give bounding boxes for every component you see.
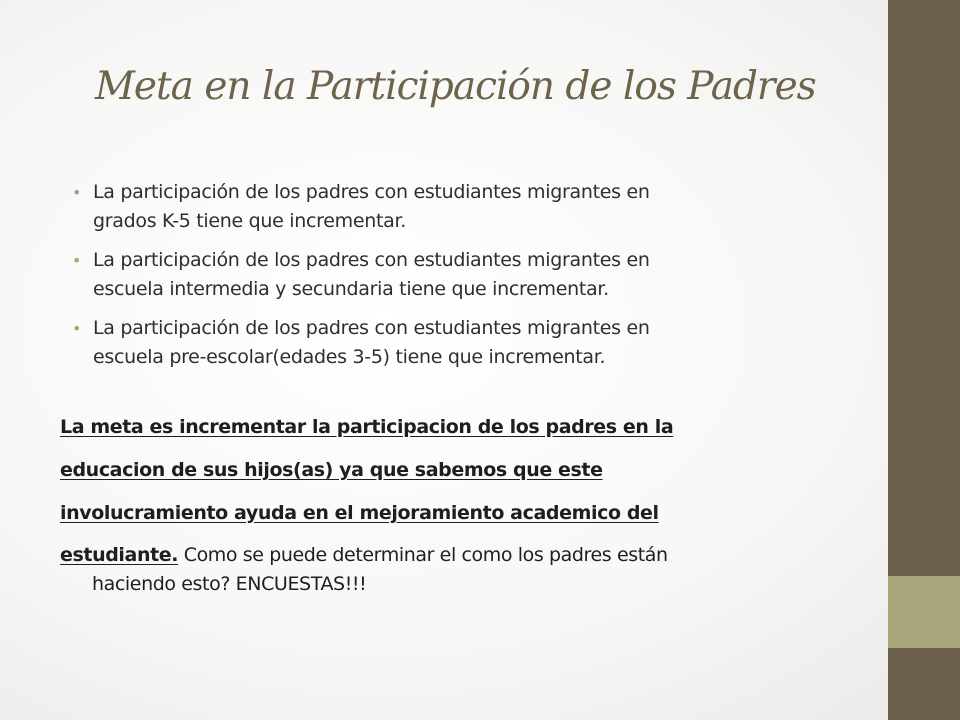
bullet-3-line-2: escuela pre-escolar(edades 3-5) tiene que incrementar. (93, 346, 606, 368)
goal-question: Como se puede determinar el como los padres están (178, 544, 668, 566)
bullet-2-line-1: La participación de los padres con estudiantes migrantes en (93, 249, 650, 271)
bullet-item-1 (72, 178, 872, 236)
bullet-3-line-1: La participación de los padres con estudiantes migrantes en (93, 317, 650, 339)
bullet-marker-icon: • (72, 183, 82, 202)
slide-title: Meta en la Participación de los Padres (95, 64, 816, 109)
goal-paragraph (60, 406, 875, 599)
goal-line-2: educacion de sus hijos(as) ya que sabemos que este (60, 459, 603, 481)
bullet-item-2 (72, 246, 872, 304)
bullet-item-3 (72, 314, 872, 372)
goal-continuation: haciendo esto? ENCUESTAS!!! (92, 573, 367, 595)
goal-line-4 (60, 541, 875, 599)
bullet-marker-icon: • (72, 319, 82, 338)
bullet-1-line-1: La participación de los padres con estudiantes migrantes en (93, 181, 650, 203)
bullet-marker-icon: • (72, 251, 82, 270)
bullet-1-line-2: grados K-5 tiene que incrementar. (93, 210, 406, 232)
right-side-bar-accent (888, 576, 960, 648)
goal-line-1: La meta es incrementar la participacion de los padres en la (60, 416, 674, 438)
goal-line-3: involucramiento ayuda en el mejoramiento academico del (60, 502, 659, 524)
goal-bold-word: estudiante. (60, 544, 179, 566)
bullet-2-line-2: escuela intermedia y secundaria tiene que incrementar. (93, 278, 609, 300)
bullet-list (72, 178, 872, 382)
